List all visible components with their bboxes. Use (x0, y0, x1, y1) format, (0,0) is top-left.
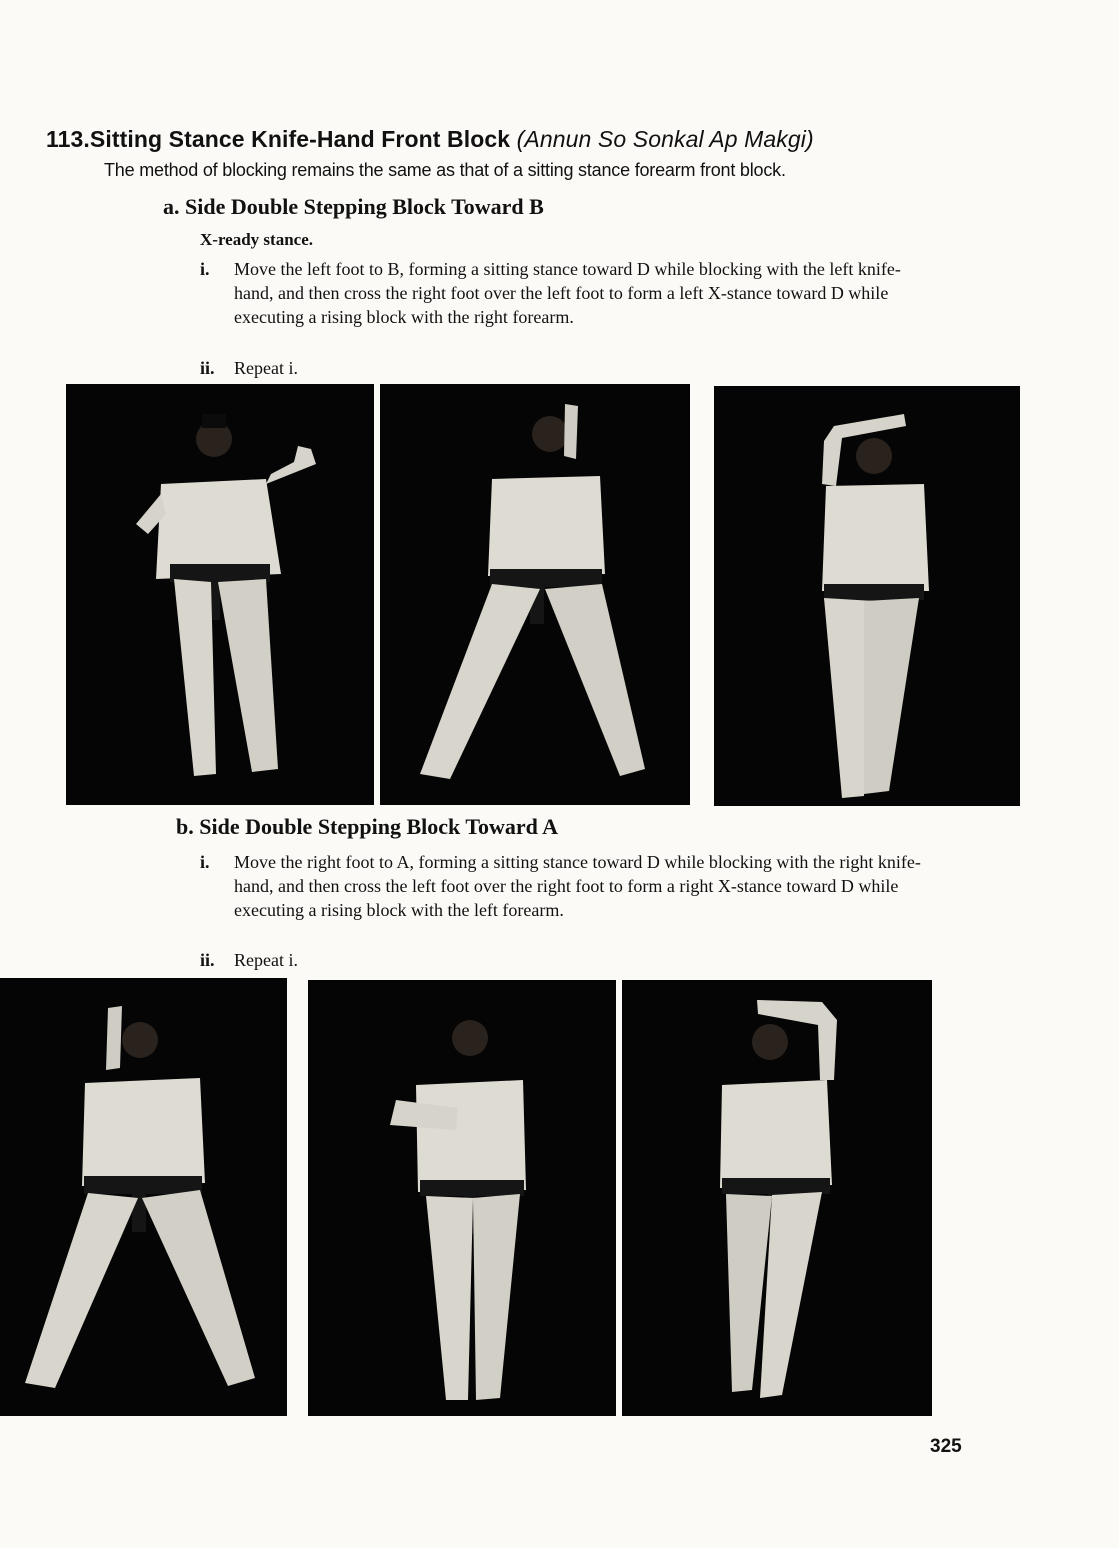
step-text: Move the left foot to B, forming a sitting stance toward D while blocking with the left knife-hand, and then cross the right foot over the left foot to form a left X-stance toward D while executing a rising block with the right forearm. (234, 259, 901, 327)
section-b-step-1 (200, 850, 940, 922)
step-number: i. (200, 259, 210, 279)
section-b-step-2 (200, 948, 940, 972)
photo-a2 (380, 384, 690, 805)
photo-a1 (66, 384, 374, 805)
section-a-ready: X-ready stance. (200, 230, 313, 249)
section-a-step-1 (200, 257, 940, 329)
section-a-title: a. Side Double Stepping Block Toward B (163, 194, 544, 219)
photo-b1 (0, 978, 287, 1416)
section-b-title: b. Side Double Stepping Block Toward A (176, 814, 559, 839)
step-number: ii. (200, 358, 215, 378)
step-text: Repeat i. (234, 950, 298, 970)
intro-text: The method of blocking remains the same as that of a sitting stance forearm front block. (104, 160, 786, 180)
photo-b3 (622, 980, 932, 1416)
step-number: i. (200, 852, 210, 872)
step-text: Repeat i. (234, 358, 298, 378)
photo-b2 (308, 980, 616, 1416)
section-a-step-2 (200, 356, 940, 380)
page-number: 325 (930, 1436, 962, 1457)
photo-a3 (714, 386, 1020, 806)
heading-title: 113.Sitting Stance Knife-Hand Front Block (46, 126, 517, 152)
heading-korean-name: (Annun So Sonkal Ap Makgi) (516, 126, 814, 152)
section-heading (46, 126, 1096, 153)
step-text: Move the right foot to A, forming a sitting stance toward D while blocking with the right knife-hand, and then cross the left foot over the right foot to form a right X-stance toward D while executing a rising block with the left forearm. (234, 852, 921, 920)
step-number: ii. (200, 950, 215, 970)
